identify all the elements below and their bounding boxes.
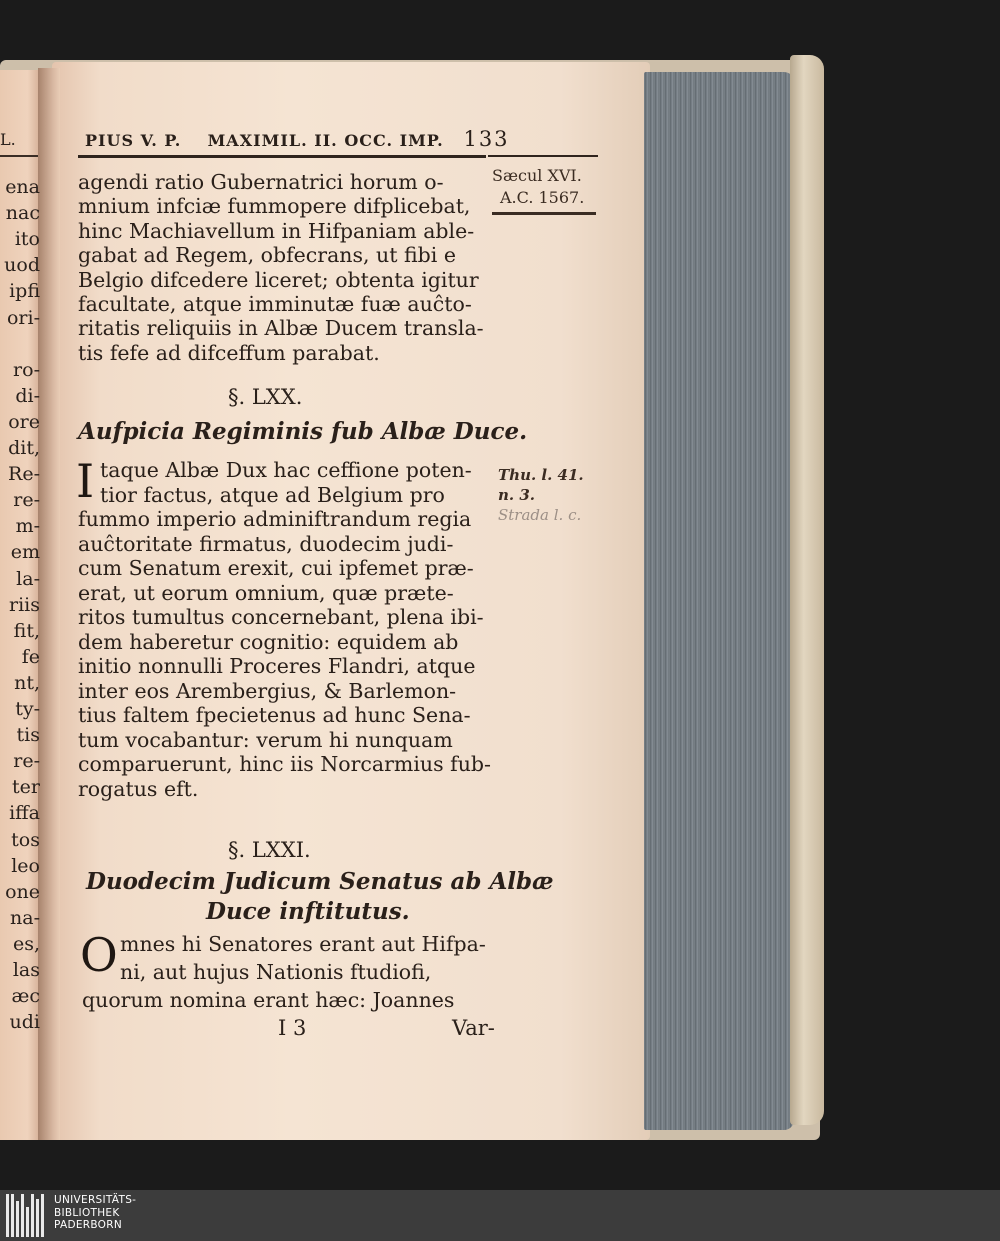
- section-title-71-line2: Duce inftitutus.: [206, 898, 410, 925]
- left-page-fragment: dit,: [8, 437, 40, 459]
- paragraph-2-line: inter eos Arembergius, & Barlemon-: [78, 678, 457, 703]
- left-page-fragment: fe: [21, 645, 40, 668]
- left-page-fragment: las: [12, 959, 40, 981]
- running-head: [85, 127, 510, 151]
- left-page-fragment: re-: [13, 750, 40, 773]
- margin-ref-line1: Thu. l. 41.: [498, 466, 584, 484]
- margin-year-rule: [492, 212, 596, 215]
- page-number: 133: [463, 127, 510, 151]
- left-page-fragment: leo: [11, 854, 40, 877]
- paragraph-2-line: dem haberetur cognitio: equidem ab: [78, 629, 459, 654]
- paragraph-2-line: fummo imperio adminiftrandum regia: [78, 507, 472, 531]
- left-page-fragment: uod: [4, 254, 40, 277]
- paragraph-1-line: gabat ad Regem, obfecrans, ut fibi e: [78, 243, 456, 268]
- paragraph-2-line: tior factus, atque ad Belgium pro: [100, 482, 445, 507]
- left-page-fragment: fit,: [13, 619, 40, 642]
- paragraph-2-line: auĉtoritate firmatus, duodecim judi-: [78, 531, 454, 556]
- section-title-71-line1: Duodecim Judicum Senatus ab Albæ: [86, 868, 554, 895]
- logo-line-3: PADERBORN: [54, 1219, 122, 1231]
- footer-bar: [0, 1190, 1000, 1241]
- left-page-fragment: iffa: [9, 802, 40, 825]
- paragraph-2-line: cum Senatum erexit, cui ipfemet præ-: [78, 556, 474, 580]
- paragraph-2-line: initio nonnulli Proceres Flandri, atque: [78, 654, 476, 678]
- paragraph-2-line: taque Albæ Dux hac ceffione poten-: [100, 458, 472, 482]
- drop-cap-i: I: [76, 454, 95, 508]
- paragraph-3-line: ni, aut hujus Nationis ftudiofi,: [120, 960, 432, 984]
- logo-line-1: UNIVERSITÄTS-: [54, 1194, 137, 1206]
- library-logo-text: [54, 1194, 136, 1232]
- left-page-fragment: nt,: [14, 671, 40, 694]
- margin-year-line2: A.C. 1567.: [500, 188, 585, 207]
- left-page-fragment: la-: [16, 567, 40, 590]
- left-page-fragment: es,: [12, 932, 40, 955]
- left-page-fragment: ter: [12, 776, 40, 799]
- left-page-fragment: nac: [5, 202, 40, 225]
- left-page-fragment: di-: [15, 384, 40, 407]
- paragraph-1-line: Belgio difcedere liceret; obtenta igitur: [78, 267, 479, 292]
- signature-mark: I 3: [278, 1016, 307, 1040]
- left-page-fragment: ro-: [13, 358, 40, 381]
- left-page-fragment: one: [5, 880, 40, 903]
- left-page-fragment: re-: [13, 489, 40, 512]
- left-page-fragment: m-: [15, 515, 40, 538]
- paragraph-1-line: ritatis reliquiis in Albæ Ducem transla-: [78, 316, 484, 341]
- paragraph-2-line: rogatus eft.: [78, 776, 199, 801]
- drop-cap-o: O: [80, 928, 118, 982]
- paragraph-2-line: ritos tumultus concernebant, plena ibi-: [78, 605, 484, 629]
- catchword: Var-: [452, 1016, 495, 1040]
- left-head-rule: [0, 155, 38, 157]
- paragraph-3-line: mnes hi Senatores erant aut Hifpa-: [120, 932, 486, 956]
- left-page-fragment: ori-: [6, 306, 40, 329]
- paragraph-2-line: tius faltem fpecietenus ad hunc Sena-: [78, 703, 471, 727]
- head-rule: [78, 155, 486, 158]
- left-page-fragment: ore: [8, 410, 40, 433]
- left-page-fragment: ipfi: [9, 280, 40, 303]
- left-page-fragment: ty-: [15, 698, 40, 720]
- paragraph-2-line: tum vocabantur: verum hi nunquam: [78, 727, 453, 752]
- margin-ref-line2: n. 3.: [498, 486, 536, 504]
- left-page-fragment: udi: [9, 1011, 40, 1034]
- book-gutter: [38, 68, 60, 1140]
- left-page-fragment: Re-: [8, 463, 40, 486]
- logo-line-2: BIBLIOTHEK: [54, 1206, 120, 1219]
- section-heading-70: §. LXX.: [228, 385, 303, 409]
- left-page-fragment: ena: [5, 176, 40, 198]
- paragraph-2-line: comparuerunt, hinc iis Norcarmius fub-: [78, 752, 491, 776]
- paragraph-3-line: quorum nomina erant hæc: Joannes: [82, 988, 455, 1012]
- margin-year-line1: Sæcul XVI.: [492, 166, 582, 185]
- left-page-fragment: ito: [14, 228, 40, 251]
- section-heading-71: §. LXXI.: [228, 838, 311, 862]
- section-title-70: Aufpicia Regiminis fub Albæ Duce.: [78, 418, 528, 445]
- left-page-fragment: em: [10, 541, 40, 564]
- left-page-fragment: tis: [16, 724, 40, 747]
- running-head-center: MAXIMIL. II. OCC. IMP.: [207, 131, 444, 150]
- page-edges: [644, 72, 794, 1130]
- back-cover: [790, 55, 824, 1125]
- left-page-fragment: tos: [11, 828, 40, 851]
- library-logo-icon: [6, 1194, 46, 1237]
- left-page-fragment: riis: [9, 593, 40, 616]
- paragraph-1-line: mnium infciæ fummopere difplicebat,: [78, 194, 471, 219]
- paragraph-1-line: agendi ratio Gubernatrici horum o-: [78, 170, 444, 194]
- left-page-fragment: na-: [10, 906, 40, 929]
- margin-rule: [488, 155, 598, 157]
- paragraph-1-line: hinc Machiavellum in Hifpaniam able-: [78, 218, 475, 243]
- running-head-left: PIUS V. P.: [85, 131, 182, 150]
- left-page-fragment: æc: [11, 985, 40, 1008]
- left-running-head: L.: [0, 130, 16, 149]
- margin-ref-line3: Strada l. c.: [498, 506, 582, 524]
- paragraph-2-line: erat, ut eorum omnium, quæ præte-: [78, 580, 454, 605]
- paragraph-1-line: tis fefe ad difceffum parabat.: [78, 340, 380, 365]
- paragraph-1-line: facultate, atque imminutæ fuæ auĉto-: [78, 292, 472, 316]
